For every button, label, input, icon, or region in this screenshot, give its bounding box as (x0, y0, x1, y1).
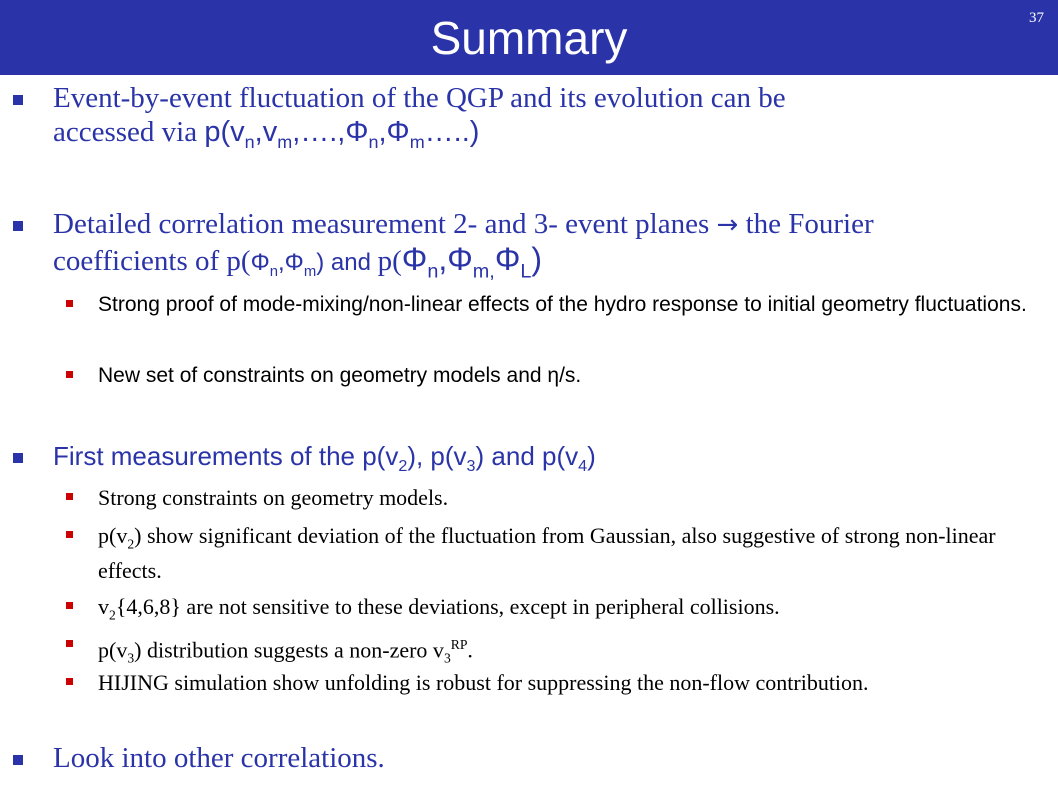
bullet-text: accessed via (53, 116, 205, 148)
sub-bullet-pv3-distribution: $p(v_3)$ distribution suggests a non-zero $v_3^{RP}$. (98, 631, 1043, 672)
slide-title: Summary (430, 12, 628, 64)
bullet-correlation-measurement: Detailed correlation measurement 2- and 3- event planes → the Fourier coefficients of $p(\Phi_n,\Phi_m)$ and $p(\Phi_n,\Phi_{m,}\Phi_L)$ (53, 207, 1043, 289)
sub-bullet-constraints-eta-s: New set of constraints on geometry models and η/s. (98, 362, 1043, 389)
arrow-right-icon: → (716, 210, 739, 240)
sub-bullet-hijing: HIJING simulation show unfolding is robust for suppressing the non-flow contribution. (98, 669, 1043, 696)
bullet-other-correlations: Look into other correlations. (53, 741, 1043, 775)
sub-bullet-v2-cumulants: $v_2\{4,6,8\}$ are not sensitive to these deviations, except in peripheral collisions. (98, 593, 1043, 628)
bullet-qgp-fluctuation (53, 81, 1043, 159)
bullet-text: Event-by-event fluctuation of the QGP and its evolution can be (53, 82, 786, 114)
bullet-text: Detailed correlation measurement 2- and 3- event planes (53, 208, 717, 240)
bullet-first-measurements: First measurements of the $p(v_2)$, $p(v_3)$ and $p(v_4)$ (53, 439, 1043, 483)
sub-bullet-pv2-deviation: $p(v_2)$ show significant deviation of the fluctuation from Gaussian, also suggestive of strong non-linear effects. (98, 522, 1043, 584)
formula-p-vn-vm: $p(v_n,v_m,\dots.,\Phi_n,\Phi_m\dots..)$ (204, 116, 480, 152)
sub-bullet-mode-mixing: Strong proof of mode-mixing/non-linear effects of the hydro response to initial geometry fluctuations. (98, 291, 1043, 318)
sub-bullet-strong-constraints: Strong constraints on geometry models. (98, 484, 1043, 511)
page-number: 37 (1029, 10, 1044, 26)
